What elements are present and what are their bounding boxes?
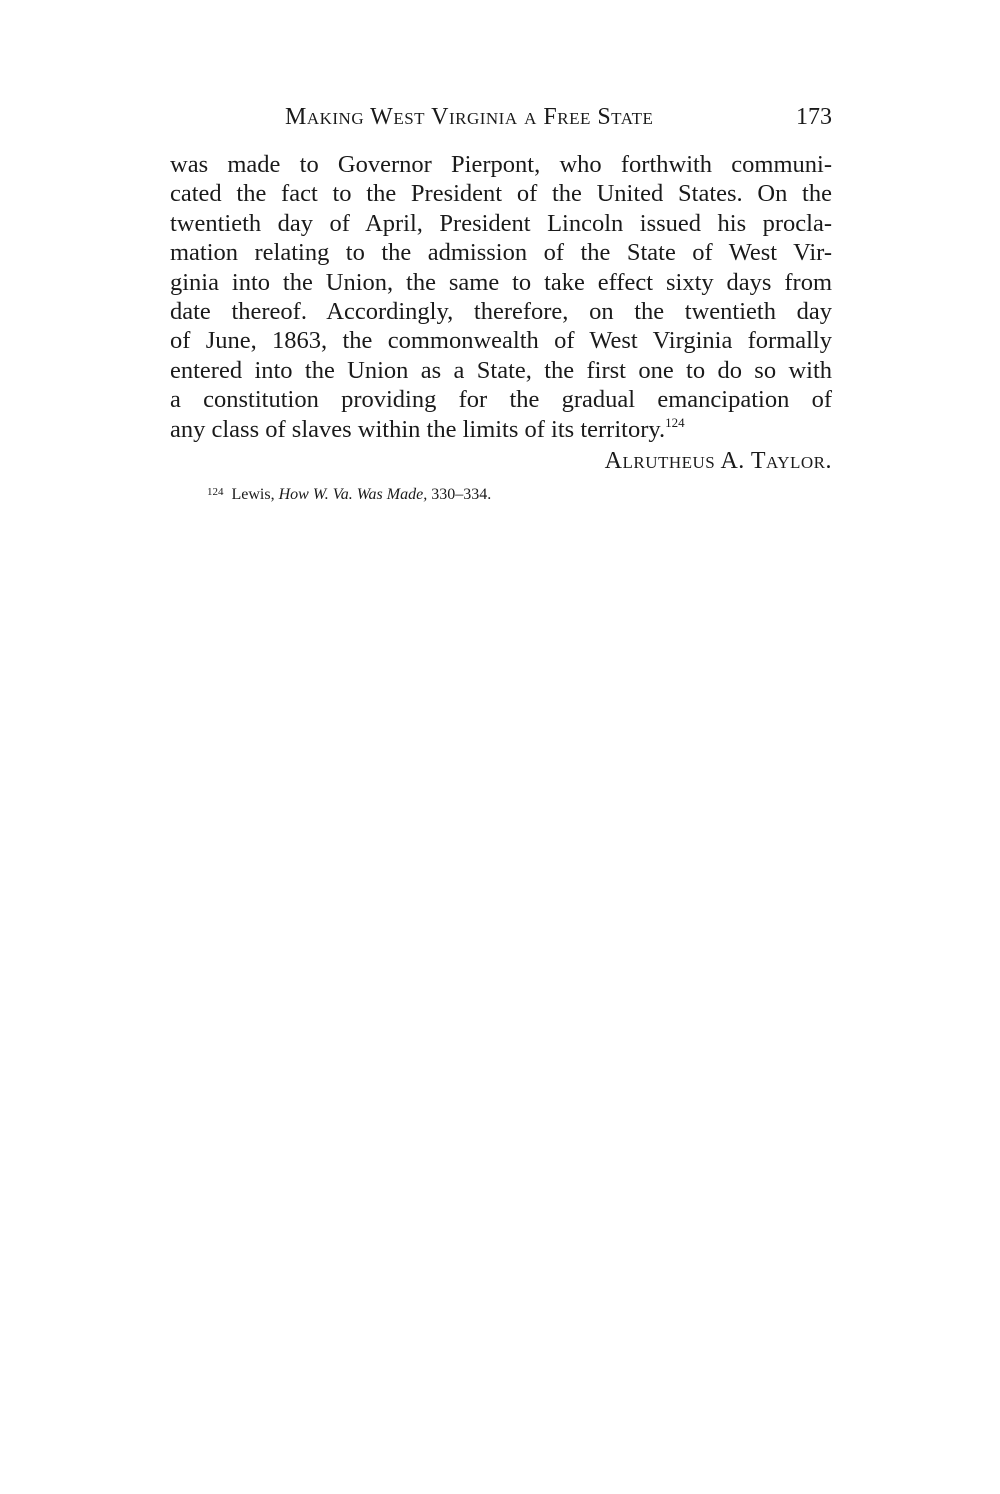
text-line: of June, 1863, the commonwealth of West Virginia formally <box>170 327 832 355</box>
text-line: ginia into the Union, the same to take effect sixty days from <box>170 268 832 296</box>
running-head <box>170 104 832 138</box>
footnote-author: Lewis, <box>231 486 275 503</box>
text-line: mation relating to the admission of the State of West Vir- <box>170 239 832 267</box>
footnote-pages: 330–334. <box>431 486 492 503</box>
running-title: Making West Virginia a Free State <box>285 104 654 130</box>
footnote-reference[interactable]: 124 <box>665 414 685 430</box>
text-line: entered into the Union as a State, the first one to do so with <box>170 356 832 384</box>
text-line: was made to Governor Pierpont, who forthwith communi- <box>170 151 832 178</box>
footnote <box>207 486 491 504</box>
text-line-content: any class of slaves within the limits of its territory. <box>170 415 666 443</box>
text-line-last <box>170 415 832 444</box>
text-line: cated the fact to the President of the United States. On the <box>170 180 832 208</box>
footnote-title: How W. Va. Was Made, <box>278 486 428 503</box>
footnote-number: 124 <box>207 486 224 498</box>
author-signature: Alrutheus A. Taylor. <box>604 448 832 474</box>
body-paragraph <box>170 150 832 444</box>
page-number: 173 <box>796 104 832 130</box>
text-line: date thereof. Accordingly, therefore, on the twentieth day <box>170 297 832 325</box>
text-line: twentieth day of April, President Lincoln issued his procla- <box>170 209 832 237</box>
text-line: a constitution providing for the gradual emancipation of <box>170 386 832 414</box>
